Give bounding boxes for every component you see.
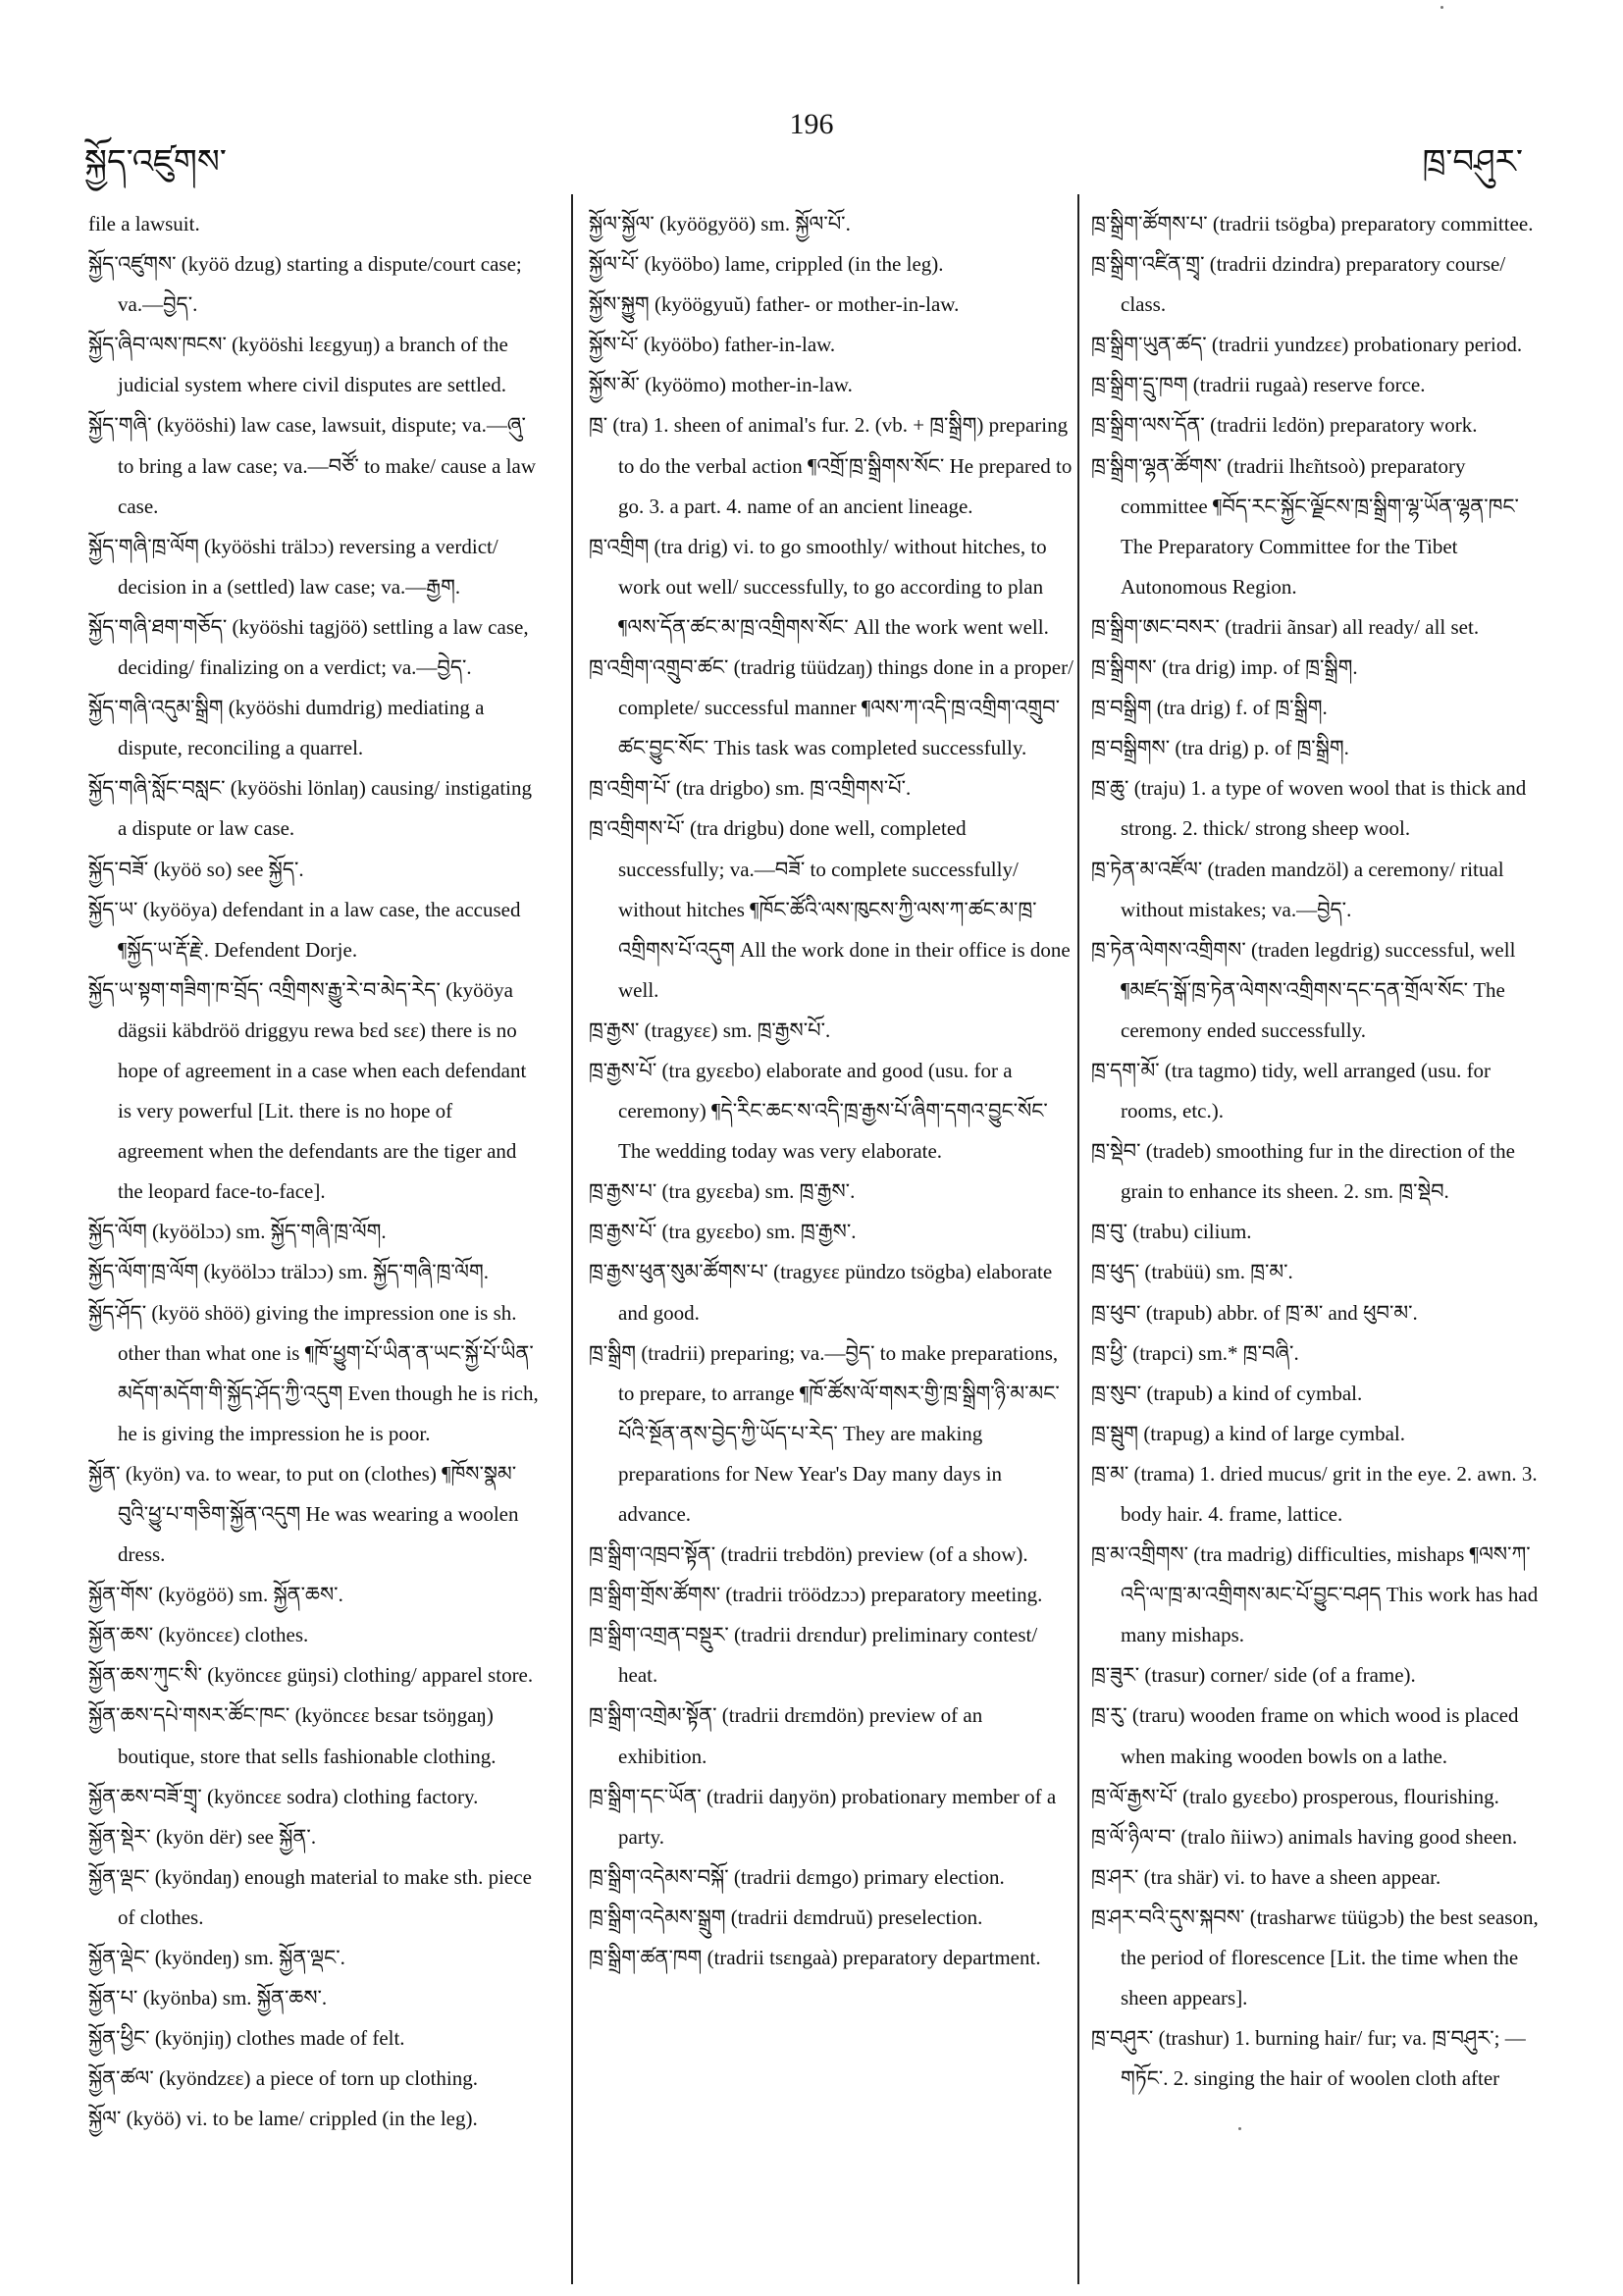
entries-column-1 xyxy=(88,204,542,2140)
dictionary-entry: ཁྲ་སྒྲིག་དང་ཡོན་ (tradrii daŋyön) probationary member of a party. xyxy=(589,1784,1057,1849)
dictionary-entry: སྐྱོད་ཤོད་ (kyöö shöö) giving the impression one is sh. other than what one is ¶ཁོ་ཕྱུག་པོ་ཡིན་ན་ཡང་སྐྱོ་པོ་ཡིན་མདོག་མདོག་གི་སྐྱོད་ཤོད་ཀྱི་འདུག Even though he is rich, he is giving the impression he is poor. xyxy=(88,1300,539,1445)
dictionary-entry: ཁྲ་བསྒྲིགས་ (tra drig) p. of ཁྲ་སྒྲིག. xyxy=(1091,736,1349,760)
dictionary-entry: སྐྱོན་པ་ (kyönba) sm. སྐྱོན་ཆས་. xyxy=(88,1986,328,2010)
dictionary-entry: ཁྲ་མ་འགྲིགས་ (tra madrig) difficulties, mishaps ¶ལས་ཀ་འདི་ལ་ཁྲ་མ་འགྲིགས་མང་པོ་བྱུང་བཤད This work has had many mishaps. xyxy=(1091,1542,1539,1647)
dictionary-entry: སྐྱོན་ཆས་བཟོ་གྲྭ་ (kyöncɛɛ sodra) clothing factory. xyxy=(88,1784,479,1808)
dictionary-entry: ཁྲ་རུ་ (traru) wooden frame on which wood is placed when making wooden bowls on a lathe. xyxy=(1091,1703,1519,1768)
dictionary-entry: ཁྲ་སྒྲིག་ཚོགས་པ་ (tradrii tsögba) preparatory committee. xyxy=(1091,212,1534,235)
dictionary-entry: ཁྲ་ལོ་ཉིལ་བ་ (tralo ñiiwɔ) animals having good sheen. xyxy=(1091,1824,1518,1849)
dictionary-entry: སྐྱོན་ (kyön) va. to wear, to put on (clothes) ¶ཁོས་སྣམ་བུའི་ཕྱུ་པ་གཅིག་སྐྱོན་འདུག He was wearing a woolen dress. xyxy=(88,1461,519,1567)
column-divider xyxy=(1077,194,1079,2284)
dictionary-entry: སྐྱོད་ཡ་ (kyööya) defendant in a law case, the accused ¶སྐྱོད་ཡ་རྡོ་རྗེ་. Defendent Dorje. xyxy=(88,897,521,962)
dictionary-entry: སྐྱོད་བཟོ་ (kyöö so) see སྐྱོད་. xyxy=(88,857,304,881)
dictionary-entry: ཁྲ་སྒྲིག་དྲུ་ཁག (tradrii rugaà) reserve force. xyxy=(1091,373,1426,397)
dictionary-entry: ཁྲ་སྒྲིག་ལྷན་ཚོགས་ (tradrii lhɛ̃ntsoò) preparatory committee ¶བོད་རང་སྐྱོང་ལྗོངས་ཁྲ་སྒྲིག་ལྷ་ཡོན་ལྷན་ཁང་ The Preparatory Committee for the Tibet Autonomous Region. xyxy=(1091,453,1519,599)
dictionary-entry: ཁྲ་ (tra) 1. sheen of animal's fur. 2. (vb. + ཁྲ་སྒྲིག) preparing to do the verbal action ¶འགྲོ་ཁྲ་སྒྲིགས་སོང་ He prepared to go. 3. a part. 4. name of an ancient lineage. xyxy=(589,413,1073,518)
dictionary-entry: ཁྲ་སྒྲིགས་ (tra drig) imp. of ཁྲ་སྒྲིག. xyxy=(1091,655,1358,680)
dictionary-entry: ཁྲ་རྒྱས་པོ་ (tra gyɛɛbo) sm. ཁྲ་རྒྱས་. xyxy=(589,1220,857,1244)
guide-word-left: སྐྱོད་འཛུགས་ xyxy=(84,144,227,181)
dictionary-entry: སྐྱོས་པོ་ (kyööbo) father-in-law. xyxy=(589,333,836,357)
dictionary-entry: སྐྱོན་ཕྱིང་ (kyönjiŋ) clothes made of felt. xyxy=(88,2026,405,2051)
dictionary-entry: ཁྲ་བུ་ (trabu) cilium. xyxy=(1091,1220,1252,1244)
dictionary-entry: སྐྱོས་སྐྱུག (kyöögyuŭ) father- or mother-in-law. xyxy=(589,292,960,317)
dictionary-entry: ཁྲ་རྒྱས་ (tragyɛɛ) sm. ཁྲ་རྒྱས་པོ་. xyxy=(589,1018,831,1042)
dictionary-entry: སྐྱོལ་པོ་ (kyööbo) lame, crippled (in the leg). xyxy=(589,252,944,277)
dictionary-entry: ཁྲ་མ་ (trama) 1. dried mucus/ grit in the eye. 2. awn. 3. body hair. 4. frame, lattice. xyxy=(1091,1461,1538,1526)
dictionary-entry: ཁྲ་ཤར་ (tra shär) vi. to have a sheen appear. xyxy=(1091,1864,1441,1889)
scan-speck xyxy=(1440,6,1443,9)
guide-word-right: ཁྲ་བཤུར་ xyxy=(1422,144,1523,181)
dictionary-entry: སྐྱོན་སྡེར་ (kyön dër) see སྐྱོན་. xyxy=(88,1824,317,1849)
dictionary-entry: ཁྲ་སྦུག (trapug) a kind of large cymbal. xyxy=(1091,1421,1406,1445)
dictionary-entry: སྐྱོན་ཆས་ (kyöncɛɛ) clothes. xyxy=(88,1623,309,1647)
page-header xyxy=(0,104,1623,181)
dictionary-entry: སྐྱོད་ལོག (kyöölɔɔ) sm. སྐྱོད་གཞི་ཁྲ་ལོག. xyxy=(88,1220,387,1244)
page-number: 196 xyxy=(789,108,834,140)
dictionary-entry: སྐྱོན་ལྡང་ (kyöndaŋ) enough material to make sth. piece of clothes. xyxy=(88,1864,532,1929)
dictionary-entry: སྐྱོད་ཞིབ་ལས་ཁངས་ (kyööshi lɛɛgyuŋ) a branch of the judicial system where civil disputes are settled. xyxy=(88,333,508,397)
dictionary-entry: སྐྱོད་གཞི་ཁྲ་ལོག (kyööshi trälɔɔ) reversing a verdict/ decision in a (settled) law case; va.—རྒྱག. xyxy=(88,534,498,599)
dictionary-entry: ཁྲ་སུབ་ (trapub) a kind of cymbal. xyxy=(1091,1381,1363,1405)
dictionary-entry: ཁྲ་འགྲིགས་པོ་ (tra drigbu) done well, completed successfully; va.—བཟོ་ to complete successfully/ without hitches ¶ཁོང་ཚོའི་ལས་ཁུངས་ཀྱི་ལས་ཀ་ཚང་མ་ཁྲ་འགྲིགས་པོ་འདུག All the work done in their office is done well. xyxy=(589,816,1071,1002)
entries-column-2 xyxy=(589,204,1073,1978)
dictionary-entry: ཁྲ་འགྲིག (tra drig) vi. to go smoothly/ without hitches, to work out well/ successfully, to go according to plan ¶ལས་དོན་ཚང་མ་ཁྲ་འགྲིགས་སོང་ All the work went well. xyxy=(589,534,1049,639)
dictionary-entry: ཁྲ་བཤུར་ (trashur) 1. burning hair/ fur; va. ཁྲ་བཤུར་; —གཏོང་. 2. singing the hair of woolen cloth after xyxy=(1091,2026,1526,2091)
dictionary-entry: ཁྲ་སྒྲིག་ལས་དོན་ (tradrii lɛdön) preparatory work. xyxy=(1091,413,1478,438)
dictionary-entry: ཁྲ་བསྒྲིག (tra drig) f. of ཁྲ་སྒྲིག. xyxy=(1091,696,1328,720)
dictionary-entry: file a lawsuit. xyxy=(88,212,200,235)
dictionary-entry: ཁྲ་སྒྲིག (tradrii) preparing; va.—བྱེད་ to make preparations, to prepare, to arrange ¶ཁོ་ཚོས་ལོ་གསར་གྱི་ཁྲ་སྒྲིག་ཉི་མ་མང་པོའི་སྔོན་ནས་བྱེད་ཀྱི་ཡོད་པ་རེད་ They are making preparations for New Year's Day many days in advance. xyxy=(589,1340,1060,1526)
dictionary-entry: ཁྲ་ཏེན་མ་འཛོལ་ (traden mandzöl) a ceremony/ ritual without mistakes; va.—བྱེད་. xyxy=(1091,857,1504,921)
dictionary-entry: ཁྲ་ཤར་བའི་དུས་སྐབས་ (trasharwɛ tüügɔb) the best season, the period of florescence [Lit. the time when the sheen appears]. xyxy=(1091,1905,1539,2010)
dictionary-entry: སྐྱོན་ཆས་ཀུང་སི་ (kyöncɛɛ güŋsi) clothing/ apparel store. xyxy=(88,1663,534,1688)
dictionary-entry: སྐྱོན་གོས་ (kyögöö) sm. སྐྱོན་ཆས་. xyxy=(88,1583,343,1607)
dictionary-entry: ཁྲ་རྒྱས་པ་ (tra gyɛɛba) sm. ཁྲ་རྒྱས་. xyxy=(589,1179,856,1204)
dictionary-entry: སྐྱོས་མོ་ (kyöömo) mother-in-law. xyxy=(589,373,853,397)
scan-speck xyxy=(1238,2127,1241,2130)
dictionary-entry: ཁྲ་ཕྱི་ (trapci) sm.* ཁྲ་བཞི་. xyxy=(1091,1340,1299,1365)
dictionary-entry: ཁྲ་རྒྱས་པོ་ (tra gyɛɛbo) elaborate and good (usu. for a ceremony) ¶དེ་རིང་ཆང་ས་འདི་ཁྲ་རྒྱས་པོ་ཞིག་དགའ་བྱུང་སོང་ The wedding today was very elaborate. xyxy=(589,1058,1048,1164)
dictionary-entry: ཁྲ་ཕུབ་ (trapub) abbr. of ཁྲ་མ་ and ཕུབ་མ་. xyxy=(1091,1300,1418,1325)
dictionary-entry: ཁྲ་སྒྲིག་ཚན་ཁག (tradrii tsɛngaà) preparatory department. xyxy=(589,1946,1041,1970)
dictionary-entry: སྐྱོལ་ (kyöö) vi. to be lame/ crippled (in the leg). xyxy=(88,2107,478,2131)
dictionary-entry: ཁྲ་སྒྲིག་གྲོས་ཚོགས་ (tradrii tröödzɔɔ) preparatory meeting. xyxy=(589,1583,1043,1607)
dictionary-entry: སྐྱོད་གཞི་ཐག་གཅོད་ (kyööshi tagjöö) settling a law case, deciding/ finalizing on a verdict; va.—བྱེད་. xyxy=(88,614,529,680)
dictionary-entry: ཁྲ་ཆུ་ (traju) 1. a type of woven wool that is thick and strong. 2. thick/ strong sheep wool. xyxy=(1091,776,1527,841)
dictionary-entry: སྐྱོན་ལྡེང་ (kyöndeŋ) sm. སྐྱོན་ལྡང་. xyxy=(88,1946,345,1970)
dictionary-entry: ཁྲ་རྒྱས་ཕུན་སུམ་ཚོགས་པ་ (tragyɛɛ pündzo tsögba) elaborate and good. xyxy=(589,1260,1053,1325)
dictionary-entry: ཁྲ་སྒྲིག་ཨང་བསར་ (tradrii ãnsar) all ready/ all set. xyxy=(1091,614,1480,639)
dictionary-entry: ཁྲ་སྒྲིག་འཛིན་གྲྭ་ (tradrii dzindra) preparatory course/ class. xyxy=(1091,252,1506,317)
dictionary-entry: ཁྲ་སྒྲིག་འཁྲབ་སྟོན་ (tradrii trɛbdön) preview (of a show). xyxy=(589,1542,1028,1567)
dictionary-entry: སྐྱོད་གཞི་ (kyööshi) law case, lawsuit, dispute; va.—ཞུ་ to bring a law case; va.—བཙོ་ to make/ cause a law case. xyxy=(88,413,536,518)
dictionary-entry: སྐྱོད་གཞི་འདུམ་སྒྲིག (kyööshi dumdrig) mediating a dispute, reconciling a quarrel. xyxy=(88,696,485,760)
dictionary-entry: ཁྲ་སྒྲིག་འདེམས་སྒྲུག (tradrii dɛmdruŭ) preselection. xyxy=(589,1905,983,1929)
dictionary-entry: ཁྲ་ཏེན་ལེགས་འགྲིགས་ (traden legdrig) successful, well ¶མཛད་སྒོ་ཁྲ་ཏེན་ལེགས་འགྲིགས་དང་དན་གྲོལ་སོང་ The ceremony ended successfully. xyxy=(1091,937,1516,1042)
dictionary-entry: སྐྱོད་ཡ་སྟག་གཟིག་ཁ་བྲོད་ འགྲིགས་རྒྱུ་རེ་བ་མེད་རེད་ (kyööya dägsii käbdröö driggyu rewa bɛd sɛɛ) there is no hope of agreement in a case when each defendant is very powerful [Lit. there is no hope of agreement when the defendants are the tiger and the leopard face-to-face]. xyxy=(88,977,527,1204)
entries-column-3 xyxy=(1091,204,1548,2099)
dictionary-entry: སྐྱོན་ཆས་དཔེ་གསར་ཚོང་ཁང་ (kyöncɛɛ bɛsar tsöŋgaŋ) boutique, store that sells fashionable clothing. xyxy=(88,1703,497,1768)
dictionary-entry: སྐྱོད་ལོག་ཁྲ་ལོག (kyöölɔɔ trälɔɔ) sm. སྐྱོད་གཞི་ཁྲ་ལོག. xyxy=(88,1260,490,1284)
dictionary-entry: ཁྲ་སྒྲིག་ཡུན་ཚད་ (tradrii yundzɛɛ) probationary period. xyxy=(1091,333,1523,357)
dictionary-entry: ཁྲ་སྒྲིག་འགྲན་བསྡུར་ (tradrii drɛndur) preliminary contest/ heat. xyxy=(589,1623,1038,1688)
dictionary-entry: ཁྲ་འགྲིག་པོ་ (tra drigbo) sm. ཁྲ་འགྲིགས་པོ་. xyxy=(589,776,912,801)
dictionary-entry: སྐྱོད་གཞི་སློང་བསླང་ (kyööshi lönlaŋ) causing/ instigating a dispute or law case. xyxy=(88,776,533,841)
dictionary-entry: ཁྲ་ཕུད་ (trabüü) sm. ཁྲ་མ་. xyxy=(1091,1260,1293,1284)
dictionary-entry: ཁྲ་སྡེབ་ (tradeb) smoothing fur in the direction of the grain to enhance its sheen. 2. sm. ཁྲ་སྡེབ. xyxy=(1091,1139,1515,1204)
dictionary-entry: ཁྲ་ཟུར་ (trasur) corner/ side (of a frame). xyxy=(1091,1663,1416,1688)
dictionary-entry: ཁྲ་འགྲིག་འགྲུབ་ཚང་ (tradrig tüüdzaŋ) things done in a proper/ complete/ successful manner ¶ལས་ཀ་འདི་ཁྲ་འགྲིག་འགྲུབ་ཚང་བྱུང་སོང་ This task was completed successfully. xyxy=(589,655,1073,760)
dictionary-entry: སྐྱོལ་སྐྱོལ་ (kyöögyöö) sm. སྐྱོལ་པོ་. xyxy=(589,212,851,235)
dictionary-entry: ཁྲ་དག་མོ་ (tra tagmo) tidy, well arranged (usu. for rooms, etc.). xyxy=(1091,1058,1492,1123)
dictionary-entry: ཁྲ་ལོ་རྒྱས་པོ་ (tralo gyɛɛbo) prosperous, flourishing. xyxy=(1091,1784,1499,1808)
dictionary-entry: ཁྲ་སྒྲིག་འགྲེམ་སྟོན་ (tradrii drɛmdön) preview of an exhibition. xyxy=(589,1703,983,1768)
dictionary-entry: ཁྲ་སྒྲིག་འདེམས་བསྐོ་ (tradrii dɛmgo) primary election. xyxy=(589,1864,1005,1889)
dictionary-entry: སྐྱོད་འཛུགས་ (kyöö dzug) starting a dispute/court case; va.—བྱེད་. xyxy=(88,252,522,317)
column-divider xyxy=(571,194,573,2284)
dictionary-entry: སྐྱོན་ཚལ་ (kyöndzɛɛ) a piece of torn up clothing. xyxy=(88,2066,478,2091)
